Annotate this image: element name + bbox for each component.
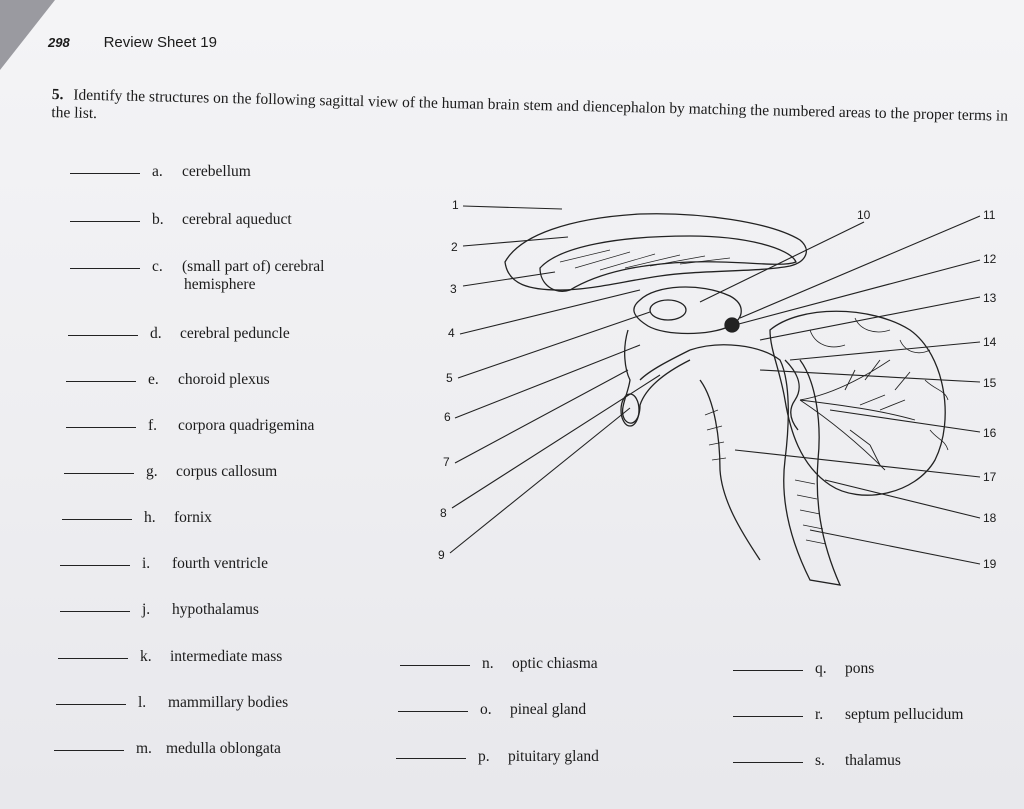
question-number: 5.	[51, 86, 64, 104]
diagram-number-3: 3	[450, 282, 457, 296]
diagram-number-4: 4	[448, 326, 455, 340]
diagram-number-12: 12	[983, 252, 997, 266]
term-m: m. medulla oblongata	[54, 740, 281, 758]
diagram-number-1: 1	[452, 198, 459, 212]
corpus-callosum-shape	[540, 236, 796, 291]
term-d: d. cerebral peduncle	[68, 325, 290, 343]
cerebral-hemisphere-outline	[505, 214, 806, 290]
diagram-number-2: 2	[451, 240, 458, 254]
diagram-number-19: 19	[983, 557, 997, 571]
term-o: o. pineal gland	[398, 701, 586, 719]
term-e: e. choroid plexus	[66, 371, 270, 389]
term-j: j. hypothalamus	[60, 601, 259, 619]
term-g: g. corpus callosum	[64, 463, 277, 481]
diagram-number-9: 9	[438, 548, 445, 562]
term-l: l. mammillary bodies	[56, 694, 288, 712]
term-q: q. pons	[733, 660, 874, 678]
diagram-number-6: 6	[444, 410, 451, 424]
term-k: k. intermediate mass	[58, 648, 282, 666]
term-i: i. fourth ventricle	[60, 555, 268, 573]
cerebellum-outline	[770, 311, 945, 495]
diagram-number-16: 16	[983, 426, 997, 440]
arbor-vitae	[800, 360, 915, 470]
term-a: a. cerebellum	[70, 163, 251, 181]
diagram-number-11: 11	[983, 208, 996, 222]
brainstem-outline	[690, 345, 840, 585]
diagram-number-13: 13	[983, 291, 997, 305]
diagram-number-7: 7	[443, 455, 450, 469]
question-text: Identify the structures on the following sagittal view of the human brain stem and diencephalon by matching the numbered areas to the proper terms in the list.	[51, 86, 1009, 125]
term-h: h. fornix	[62, 509, 212, 527]
diagram-number-18: 18	[983, 511, 997, 525]
page-number: 298	[48, 35, 70, 50]
term-n: n. optic chiasma	[400, 655, 598, 673]
term-r: r. septum pellucidum	[733, 706, 963, 724]
term-c: c. (small part of) cerebral hemisphere	[70, 258, 324, 294]
intermediate-mass-shape	[650, 300, 686, 320]
hypothalamus-shape	[623, 330, 690, 423]
sheet-title: Review Sheet 19	[103, 34, 217, 51]
diagram-number-10: 10	[857, 208, 871, 222]
term-f: f. corpora quadrigemina	[66, 417, 314, 435]
term-b: b. cerebral aqueduct	[70, 211, 292, 229]
diagram-number-17: 17	[983, 470, 997, 484]
diagram-number-14: 14	[983, 335, 997, 349]
term-s: s. thalamus	[733, 752, 901, 770]
term-p: p. pituitary gland	[396, 748, 599, 766]
diagram-number-5: 5	[446, 371, 453, 385]
diagram-number-15: 15	[983, 376, 997, 390]
diagram-number-8: 8	[440, 506, 447, 520]
